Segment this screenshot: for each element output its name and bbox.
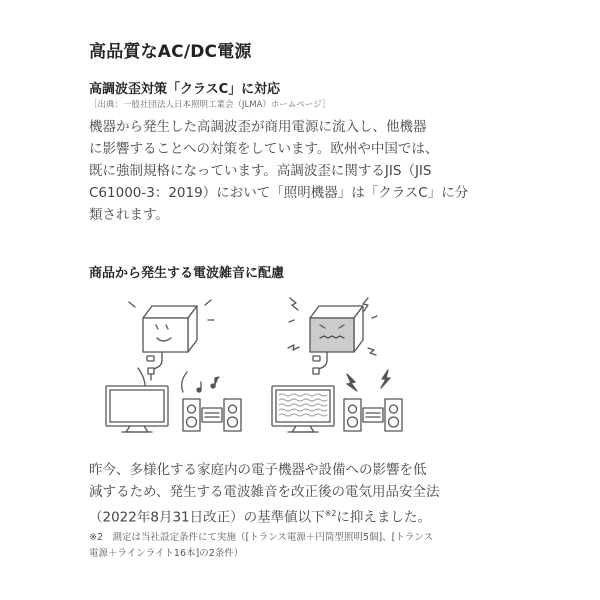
footnote-line: 電源＋ラインライト16本]の2条件） — [89, 548, 244, 559]
audio-system-icon — [183, 399, 241, 431]
noise-paragraph — [89, 459, 514, 529]
text-line: 昨今、多様化する家庭内の電子機器や設備への影響を低 — [89, 462, 427, 478]
footnote-marker: ※2 — [324, 509, 337, 518]
music-note-icon — [197, 377, 219, 392]
motion-arc — [182, 372, 187, 392]
text-line: 既に強制規格になっています。高調波歪に関するJIS（JIS — [89, 163, 432, 179]
text-fragment: に抑えました。 — [336, 509, 431, 526]
lightning-icon — [347, 370, 390, 391]
section-harmonics-heading: 高調波歪対策「クラスC」に対応 — [89, 82, 281, 97]
happy-power-unit-icon — [129, 300, 214, 380]
text-line: 減するため、発生する電波雑音を改正後の電気用品安全法 — [89, 484, 440, 500]
text-line — [89, 503, 514, 529]
text-line: C61000-3：2019）において「照明機器」は「クラスC」に分 — [89, 185, 469, 201]
footnote — [89, 530, 514, 562]
television-icon — [106, 386, 168, 432]
section-noise-heading: 商品から発生する電波雑音に配慮 — [89, 266, 285, 281]
audio-system-icon — [344, 399, 402, 431]
source-citation: ［出典：一般社団法人日本照明工業会（JLMA）ホームページ］ — [89, 100, 331, 110]
text-line: 類されます。 — [89, 207, 169, 223]
page-title: 高品質なAC/DC電源 — [89, 42, 252, 62]
text-line: に影響することへの対策をしています。欧州や中国では、 — [89, 141, 439, 157]
text-fragment: （2022年8月31日改正）の基準値以下 — [89, 509, 325, 526]
television-icon — [272, 386, 334, 432]
noisy-power-unit-icon — [310, 306, 363, 374]
footnote-line: ※2 測定は当社設定条件にて実施（[トランス電源＋円筒型照明5個]、[トランス — [89, 532, 434, 543]
text-line: 機器から発生した高調波歪が商用電源に流入し、他機器 — [89, 119, 427, 135]
